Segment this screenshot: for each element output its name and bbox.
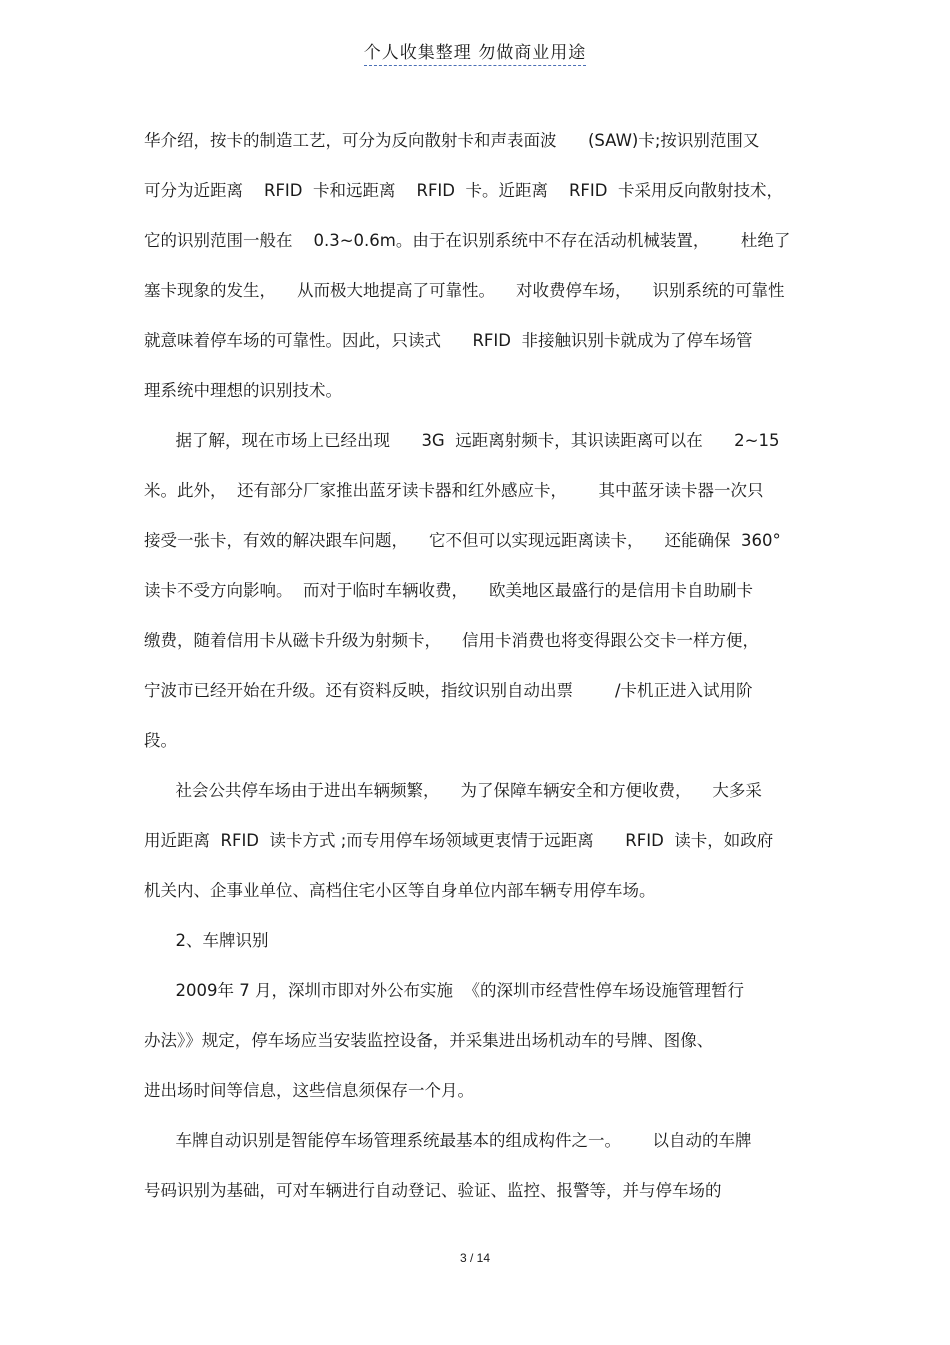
page-number: 3 / 14: [459, 1251, 491, 1265]
text-line: 米。此外， 还有部分厂家推出蓝牙读卡器和红外感应卡， 其中蓝牙读卡器一次只: [144, 481, 764, 500]
text-line: 车牌自动识别是智能停车场管理系统最基本的组成构件之一。 以自动的车牌: [144, 1131, 752, 1150]
text-line: 缴费，随着信用卡从磁卡升级为射频卡， 信用卡消费也将变得跟公交卡一样方便，: [144, 631, 759, 650]
text-line: 可分为近距离 RFID 卡和远距离 RFID 卡。近距离 RFID 卡采用反向散射技术，: [144, 181, 783, 200]
text-line: 2009年 7 月，深圳市即对外公布实施 《的深圳市经营性停车场设施管理暂行: [144, 981, 744, 1000]
header-watermark-text: 个人收集整理 勿做商业用途: [364, 38, 586, 66]
text-line: 它的识别范围一般在 0.3~0.6m。由于在识别系统中不存在活动机械装置， 杜绝了: [144, 231, 791, 250]
text-line: 用近距离 RFID 读卡方式 ;而专用停车场领域更衷情于远距离 RFID 读卡，如政府: [144, 831, 774, 850]
section-heading: 2、车牌识别: [144, 931, 269, 950]
text-line: 华介绍，按卡的制造工艺，可分为反向散射卡和声表面波 (SAW)卡;按识别范围又: [144, 131, 760, 150]
text-line: 塞卡现象的发生， 从而极大地提高了可靠性。 对收费停车场， 识别系统的可靠性: [144, 281, 785, 300]
text-line: 机关内、企事业单位、高档住宅小区等自身单位内部车辆专用停车场。: [144, 881, 656, 900]
text-line: 据了解，现在市场上已经出现 3G 远距离射频卡，其识读距离可以在 2~15: [144, 431, 780, 450]
text-line: 号码识别为基础，可对车辆进行自动登记、验证、监控、报警等，并与停车场的: [144, 1181, 722, 1200]
text-line: 进出场时间等信息，这些信息须保存一个月。: [144, 1081, 474, 1100]
text-line: 读卡不受方向影响。 而对于临时车辆收费， 欧美地区最盛行的是信用卡自助刷卡: [144, 581, 753, 600]
text-line: 接受一张卡，有效的解决跟车问题， 它不但可以实现远距离读卡， 还能确保 360°: [144, 531, 781, 550]
page-header: [0, 38, 950, 66]
text-line: 段。: [144, 731, 177, 750]
text-line: 社会公共停车场由于进出车辆频繁， 为了保障车辆安全和方便收费， 大多采: [144, 781, 762, 800]
text-line: 就意味着停车场的可靠性。因此，只读式 RFID 非接触识别卡就成为了停车场管: [144, 331, 753, 350]
document-body: [144, 124, 814, 1224]
text-line: 理系统中理想的识别技术。: [144, 381, 342, 400]
text-line: 宁波市已经开始在升级。还有资料反映，指纹识别自动出票 /卡机正进入试用阶: [144, 681, 753, 700]
text-line: 办法》》规定，停车场应当安装监控设备，并采集进出场机动车的号牌、图像、: [144, 1031, 714, 1050]
